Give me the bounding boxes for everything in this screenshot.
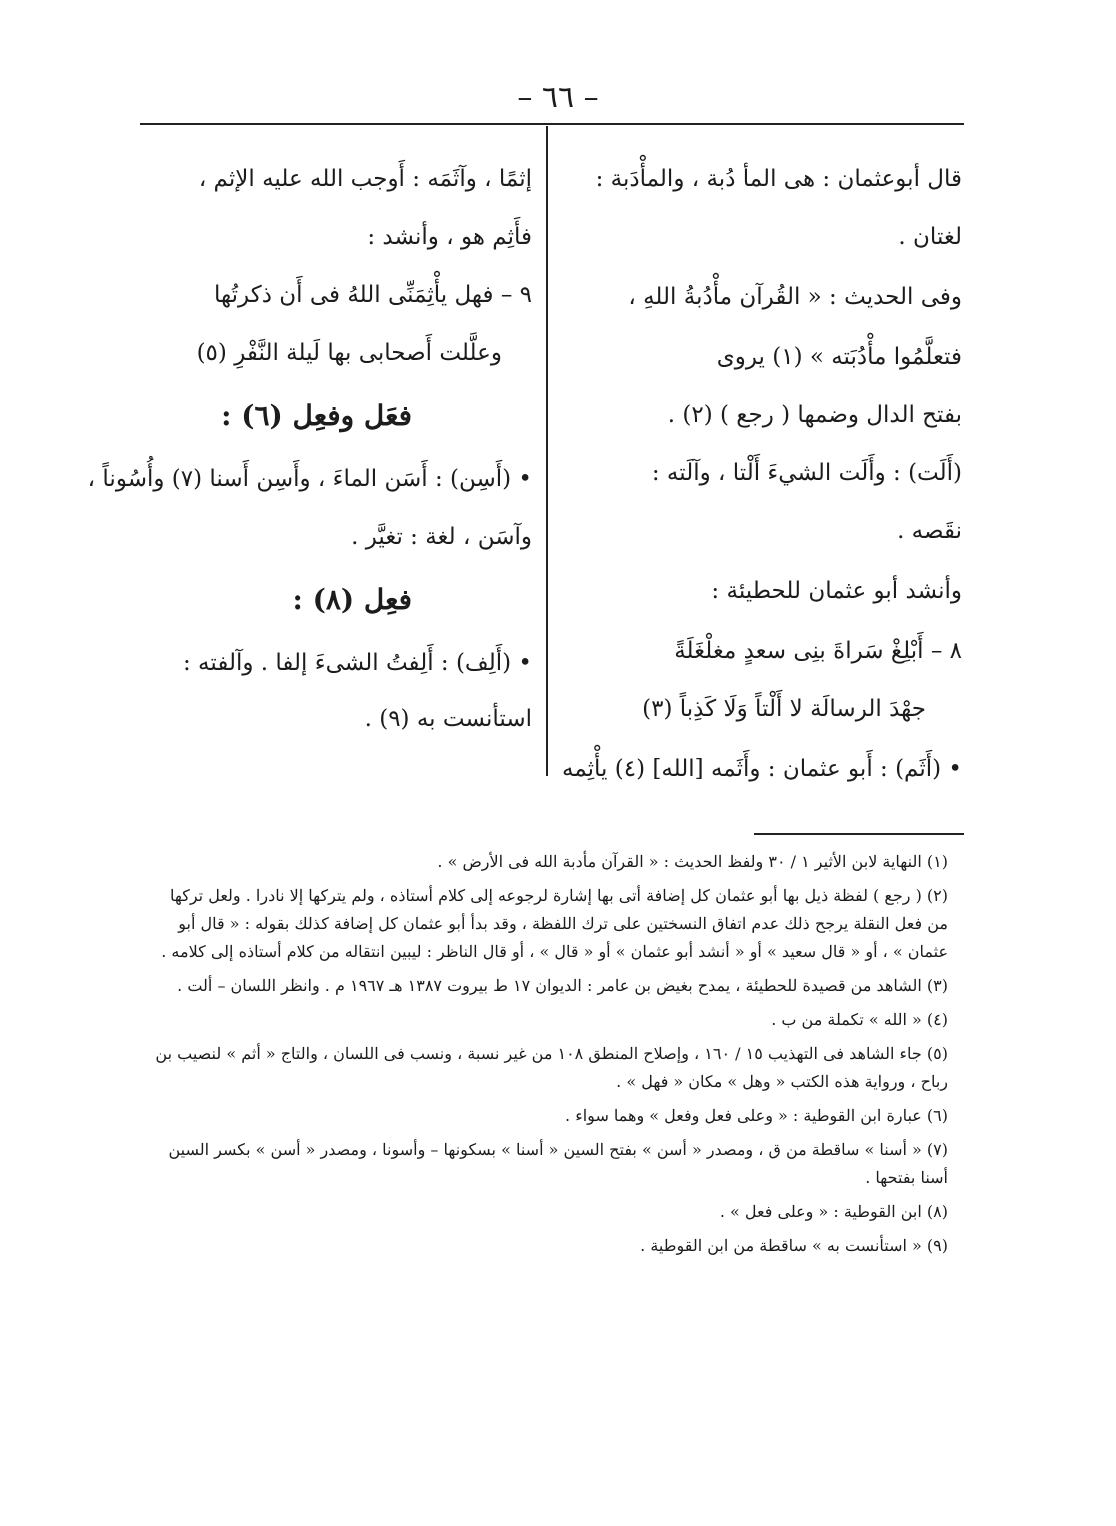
page-number: – ٦٦ –: [517, 80, 599, 115]
verse-line: جهْدَ الرسالَة لا أَلْتاً وَلَا كَذِباً (٣): [642, 696, 926, 722]
text-line: فتعلَّمُوا مأْدُبَته » (١) يروى: [716, 344, 962, 370]
text-line: نقَصه .: [897, 518, 962, 544]
entry-line: • (أَثَم) : أَبو عثمان : وأَثَمه [الله] (٤) يأْثِمه: [561, 756, 962, 782]
text-line: بفتح الدال وضمها ( رجع ) (٢) .: [667, 402, 962, 428]
footnote: (٩) « استأنست به » ساقطة من ابن القوطية .: [640, 1236, 948, 1255]
section-heading: فعِل (٨) :: [292, 583, 412, 616]
header-rule: [140, 123, 964, 125]
right-column: [562, 150, 962, 800]
left-column: [87, 150, 532, 746]
footnote: (١) النهاية لابن الأثير ١ / ٣٠ ولفظ الحديث : « القرآن مأدبة الله فى الأرض » .: [437, 852, 948, 871]
verse-line: وعلَّلت أَصحابى بها لَيلة النَّفْرِ (٥): [196, 340, 502, 366]
footnote: (٥) جاء الشاهد فى التهذيب ١٥ / ١٦٠ ، وإصلاح المنطق ١٠٨ من غير نسبة ، ونسب فى اللسان ، والتاج « أثم » لنصيب بن رباح ، ورواية هذه الكتب « وهل » مكان « فهل » .: [155, 1044, 948, 1091]
footnote: (٢) ( رجع ) لفظة ذيل بها أبو عثمان كل إضافة أتى بها إشارة لرجوعه إلى كلام أستاذه ، ولم يتركها إلا نادرا . ولعل تركها من فعل النقلة يرجح ذلك عدم اتفاق النسختين على ترك اللفظة ، وقد بدأ أبو عثمان كل إضافة كذلك بقوله : « قال أبو عثمان » ، أو « قال سعيد » أو « أنشد أبو عثمان » أو « قال » ، أو قال الناظر : ليبين انتقاله من كلام أستاذه إلى كلامه .: [161, 886, 948, 961]
text-line: إثمًا ، وآثَمَه : أَوجب الله عليه الإثم ،: [198, 166, 532, 192]
text-line: لغتان .: [898, 224, 962, 250]
text-line: (أَلَت) : وأَلَت الشيءَ أَلْتا ، وآلَته :: [651, 460, 962, 486]
text-line: وأنشد أبو عثمان للحطيئة :: [711, 578, 962, 604]
footnote-rule: [754, 833, 964, 835]
footnote: (٧) « أسنا » ساقطة من ق ، ومصدر « أسن » بفتح السين « أسنا » بسكونها – وأسونا ، ومصدر « أسن » بكسر السين أسنا بفتحها .: [168, 1140, 948, 1187]
footnote: (٣) الشاهد من قصيدة للحطيئة ، يمدح بغيض بن عامر : الديوان ١٧ ط بيروت ١٣٨٧ هـ ١٩٦٧ م . وانظر اللسان – ألت .: [177, 976, 948, 995]
footnote: (٨) ابن القوطية : « وعلى فعل » .: [719, 1202, 948, 1221]
footnote: (٦) عبارة ابن القوطية : « وعلى فعل وفعل » وهما سواء .: [565, 1106, 948, 1125]
footnotes: [148, 848, 948, 1266]
text-line: فأَثِم هو ، وأنشد :: [367, 224, 532, 250]
entry-line: • (أَلِف) : أَلِفتُ الشىءَ إلفا . وآلفته :: [183, 650, 532, 676]
footnote: (٤) « الله » تكملة من ب .: [771, 1010, 948, 1029]
column-divider: [546, 126, 548, 776]
verse-line: ٨ – أَبْلِغْ سَراةَ بنِى سعدٍ مغلْغَلَةً: [674, 638, 962, 664]
text-line: وآسَن ، لغة : تغيَّر .: [351, 524, 532, 550]
text-line: استأنست به (٩) .: [364, 706, 532, 732]
text-line: وفى الحديث : « القُرآن مأْدُبةُ اللهِ ،: [628, 284, 962, 310]
section-heading: فعَل وفعِل (٦) :: [221, 399, 412, 432]
entry-line: • (أَسِن) : أَسَن الماءَ ، وأَسِن أَسنا (٧) وأُسُوناً ،: [87, 466, 532, 492]
text-line: قال أبوعثمان : هى المأ دُبة ، والمأْدَبة :: [595, 166, 962, 192]
verse-line: ٩ – فهل يأْثِمَنِّى اللهُ فى أَن ذكرتُها: [214, 282, 532, 308]
